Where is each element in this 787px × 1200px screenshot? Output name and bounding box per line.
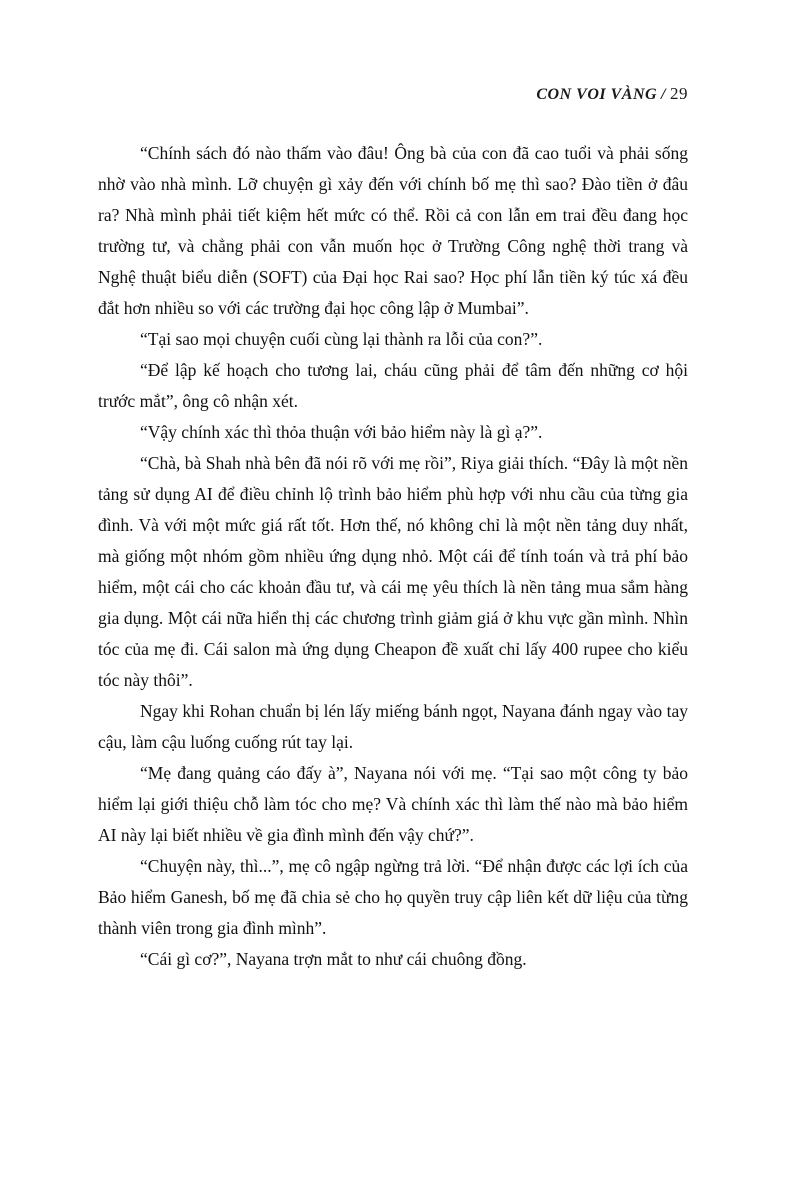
paragraph: Ngay khi Rohan chuẩn bị lén lấy miếng bánh ngọt, Nayana đánh ngay vào tay cậu, làm cậu luống cuống rút tay lại.: [98, 701, 688, 752]
paragraph: “Vậy chính xác thì thỏa thuận với bảo hiểm này là gì ạ?”.: [140, 422, 543, 442]
paragraph: “Tại sao mọi chuyện cuối cùng lại thành ra lỗi của con?”.: [140, 329, 543, 349]
paragraph: “Chuyện này, thì...”, mẹ cô ngập ngừng trả lời. “Để nhận được các lợi ích của Bảo hiểm Ganesh, bố mẹ đã chia sẻ cho họ quyền truy cập liên kết dữ liệu của từng thành viên trong gia đình mình”.: [98, 856, 688, 938]
paragraph: “Chà, bà Shah nhà bên đã nói rõ với mẹ rồi”, Riya giải thích. “Đây là một nền tảng sử dụng AI để điều chỉnh lộ trình bảo hiểm phù hợp với nhu cầu của từng gia đình. Và với một mức giá rất tốt. Hơn thế, nó không chỉ là một nền tảng duy nhất, mà giống một nhóm gồm nhiều ứng dụng nhỏ. Một cái để tính toán và trả phí bảo hiểm, một cái cho các khoản đầu tư, và cái mẹ yêu thích là nền tảng mua sắm hàng gia dụng. Một cái nữa hiển thị các chương trình giảm giá ở khu vực gần mình. Nhìn tóc của mẹ đi. Cái salon mà ứng dụng Cheapon đề xuất chỉ lấy 400 rupee cho kiểu tóc này thôi”.: [98, 453, 688, 690]
paragraph: “Để lập kế hoạch cho tương lai, cháu cũng phải để tâm đến những cơ hội trước mắt”, ông cô nhận xét.: [98, 360, 688, 411]
running-header: [98, 84, 688, 104]
paragraph: “Chính sách đó nào thấm vào đâu! Ông bà của con đã cao tuổi và phải sống nhờ vào nhà mình. Lỡ chuyện gì xảy đến với chính bố mẹ thì sao? Đào tiền ở đâu ra? Nhà mình phải tiết kiệm hết mức có thể. Rồi cả con lẫn em trai đều đang học trường tư, và chẳng phải con vẫn muốn học ở Trường Công nghệ thời trang và Nghệ thuật biểu diễn (SOFT) của Đại học Rai sao? Học phí lẫn tiền ký túc xá đều đắt hơn nhiều so với các trường đại học công lập ở Mumbai”.: [98, 143, 688, 318]
page-number: 29: [670, 84, 688, 103]
book-title: CON VOI VÀNG: [536, 86, 658, 103]
page-body: [98, 138, 688, 975]
paragraph: “Mẹ đang quảng cáo đấy à”, Nayana nói với mẹ. “Tại sao một công ty bảo hiểm lại giới thiệu chỗ làm tóc cho mẹ? Và chính xác thì làm thế nào mà bảo hiểm AI này lại biết nhiều về gia đình mình đến vậy chứ?”.: [98, 763, 688, 845]
header-separator: /: [661, 86, 666, 103]
paragraph: “Cái gì cơ?”, Nayana trợn mắt to như cái chuông đồng.: [140, 949, 527, 969]
